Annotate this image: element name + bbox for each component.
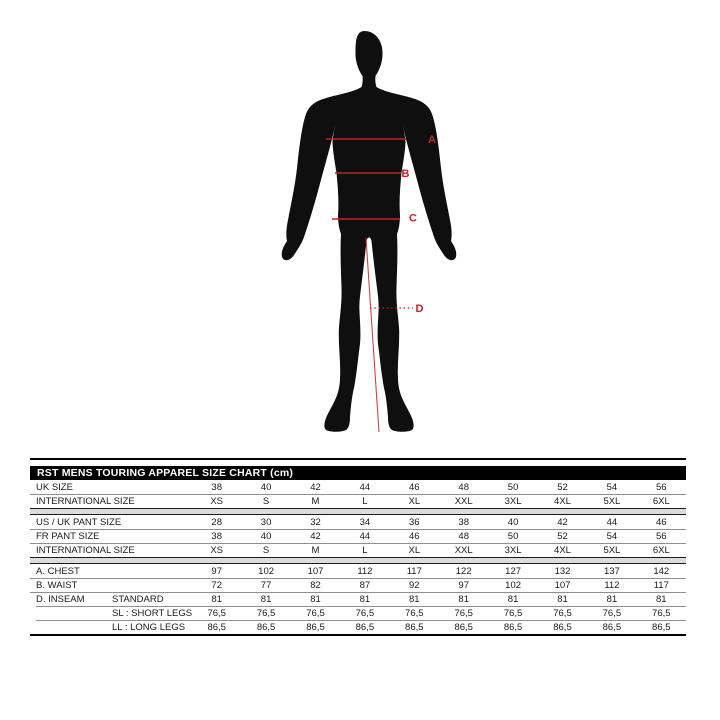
table-top-rule: [30, 458, 686, 460]
cell-value: 48: [458, 530, 469, 542]
cell-value: 40: [507, 516, 519, 528]
row-sublabel: LL : LONG LEGS: [112, 621, 186, 633]
cell-value: 107: [307, 565, 324, 577]
cell-value: 102: [505, 579, 522, 591]
cell-value: 86,5: [256, 621, 276, 633]
cell-value: 86,5: [355, 621, 375, 633]
cell-value: 40: [260, 481, 272, 493]
cell-value: 32: [310, 516, 321, 528]
cell-value: 46: [409, 481, 420, 493]
table-row: [30, 515, 686, 529]
cell-value: 44: [606, 516, 618, 528]
row-label: FR PANT SIZE: [36, 530, 100, 542]
cell-value: 38: [211, 530, 222, 542]
cell-value: 76,5: [405, 607, 424, 619]
cell-value: 6XL: [652, 544, 670, 556]
cell-value: 132: [554, 565, 571, 577]
cell-value: 40: [260, 530, 272, 542]
cell-value: 92: [409, 579, 420, 591]
cell-value: XL: [408, 495, 421, 507]
section-spacer: [30, 508, 686, 515]
cell-value: S: [262, 495, 270, 507]
table-row: [30, 578, 686, 592]
cell-value: 46: [409, 530, 420, 542]
cell-value: M: [311, 495, 320, 507]
row-sublabel: SL : SHORT LEGS: [112, 607, 192, 619]
cell-value: 81: [656, 593, 667, 605]
body-measurement-diagram: [250, 20, 490, 445]
cell-value: 5XL: [603, 495, 621, 507]
cell-value: 117: [406, 565, 422, 577]
male-body-silhouette: [282, 31, 457, 432]
cell-value: M: [311, 544, 320, 556]
cell-value: 50: [507, 481, 519, 493]
table-row: [30, 606, 686, 620]
cell-value: 86,5: [405, 621, 424, 633]
cell-value: 81: [260, 593, 272, 605]
cell-value: 102: [258, 565, 275, 577]
cell-value: 42: [310, 530, 321, 542]
row-label: INTERNATIONAL SIZE: [36, 544, 135, 556]
cell-value: 56: [656, 481, 667, 493]
cell-value: 42: [310, 481, 321, 493]
cell-value: 4XL: [554, 495, 571, 507]
measurement-label-a: A: [428, 134, 436, 146]
cell-value: 112: [357, 565, 373, 577]
cell-value: 56: [656, 530, 667, 542]
cell-value: 86,5: [207, 621, 226, 633]
measurement-label-d: D: [415, 303, 424, 315]
cell-value: 81: [557, 593, 568, 605]
cell-value: XXL: [454, 544, 473, 556]
row-label: US / UK PANT SIZE: [36, 516, 122, 528]
cell-value: 127: [505, 565, 522, 577]
row-label: UK SIZE: [36, 481, 73, 493]
cell-value: 54: [606, 530, 618, 542]
cell-value: 76,5: [503, 607, 523, 619]
cell-value: 46: [656, 516, 667, 528]
cell-value: 81: [310, 593, 321, 605]
cell-value: 86,5: [306, 621, 325, 633]
cell-value: 76,5: [306, 607, 325, 619]
cell-value: S: [262, 544, 270, 556]
cell-value: 52: [557, 530, 568, 542]
row-label: INTERNATIONAL SIZE: [36, 495, 135, 507]
cell-value: 82: [310, 579, 321, 591]
cell-value: 81: [606, 593, 618, 605]
cell-value: 76,5: [652, 607, 671, 619]
cell-value: 107: [554, 579, 571, 591]
row-sublabel: STANDARD: [112, 593, 164, 605]
row-label: B. WAIST: [36, 579, 78, 591]
cell-value: 34: [359, 516, 371, 528]
cell-value: 117: [653, 579, 669, 591]
cell-value: 86,5: [503, 621, 523, 633]
measurement-label-b: B: [401, 168, 410, 180]
table-title-bar: [30, 466, 686, 480]
cell-value: L: [362, 495, 368, 507]
cell-value: 38: [211, 481, 222, 493]
cell-value: 81: [409, 593, 420, 605]
cell-value: L: [362, 544, 368, 556]
cell-value: XS: [210, 544, 224, 556]
cell-value: 76,5: [355, 607, 375, 619]
cell-value: 50: [507, 530, 519, 542]
cell-value: 4XL: [554, 544, 571, 556]
row-label: A. CHEST: [36, 565, 80, 577]
table-row: [30, 620, 686, 634]
cell-value: 137: [603, 565, 620, 577]
cell-value: 81: [507, 593, 519, 605]
cell-value: 42: [557, 516, 568, 528]
cell-value: 76,5: [553, 607, 572, 619]
cell-value: XL: [408, 544, 421, 556]
table-row: [30, 592, 686, 606]
cell-value: XXL: [454, 495, 473, 507]
measurement-label-c: C: [409, 212, 417, 225]
cell-value: 44: [359, 530, 371, 542]
cell-value: 97: [458, 579, 469, 591]
table-row: [30, 494, 686, 508]
cell-value: 122: [455, 565, 472, 577]
cell-value: 81: [211, 593, 222, 605]
table-row: [30, 543, 686, 557]
row-label: D. INSEAM: [36, 593, 85, 605]
cell-value: 38: [458, 516, 469, 528]
table-row: [30, 480, 686, 494]
cell-value: 86,5: [652, 621, 671, 633]
cell-value: 112: [604, 579, 620, 591]
cell-value: 77: [260, 579, 272, 591]
cell-value: 76,5: [454, 607, 473, 619]
section-spacer: [30, 557, 686, 564]
cell-value: 76,5: [256, 607, 276, 619]
cell-value: 86,5: [602, 621, 622, 633]
cell-value: 86,5: [553, 621, 572, 633]
cell-value: 54: [606, 481, 618, 493]
cell-value: 48: [458, 481, 469, 493]
table-body: [30, 480, 686, 636]
cell-value: 76,5: [602, 607, 622, 619]
cell-value: 142: [653, 565, 670, 577]
cell-value: 76,5: [207, 607, 226, 619]
cell-value: 30: [260, 516, 272, 528]
cell-value: 3XL: [504, 544, 522, 556]
cell-value: 87: [359, 579, 371, 591]
cell-value: 97: [211, 565, 222, 577]
table-title: RST MENS TOURING APPAREL SIZE CHART (cm): [37, 467, 294, 479]
cell-value: 81: [359, 593, 371, 605]
table-row: [30, 564, 686, 578]
cell-value: 86,5: [454, 621, 473, 633]
cell-value: 44: [359, 481, 371, 493]
cell-value: 72: [211, 579, 222, 591]
cell-value: 3XL: [504, 495, 522, 507]
cell-value: 52: [557, 481, 568, 493]
cell-value: 28: [211, 516, 222, 528]
cell-value: 5XL: [603, 544, 621, 556]
cell-value: 81: [458, 593, 469, 605]
table-row: [30, 529, 686, 543]
cell-value: 6XL: [652, 495, 670, 507]
size-chart-table: [30, 458, 686, 636]
cell-value: XS: [210, 495, 224, 507]
cell-value: 36: [409, 516, 420, 528]
